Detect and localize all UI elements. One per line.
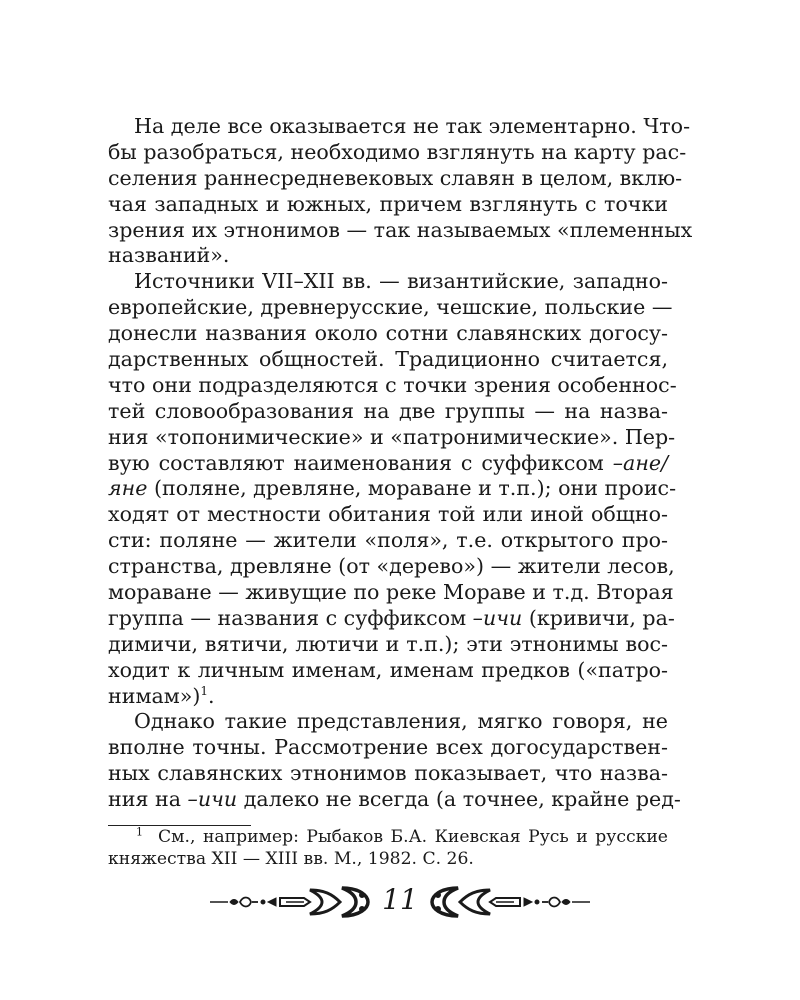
text-line: странства, древляне (от «дерево») — жители лесов, bbox=[108, 554, 675, 579]
text-line bbox=[108, 605, 675, 632]
body-text bbox=[108, 114, 693, 813]
text-line: бы разобраться, необходимо взглянуть на карту рас- bbox=[108, 139, 687, 164]
text-line: ния «топонимические» и «патронимические». Пер- bbox=[108, 424, 676, 449]
text-fragment: ния на bbox=[108, 787, 181, 812]
text-line: ных славянских этнонимов показывает, что назва- bbox=[108, 761, 668, 786]
italic-suffix: –ичи bbox=[472, 605, 523, 630]
text-line: димичи, вятичи, лютичи и т.п.); эти этнонимы вос- bbox=[108, 631, 668, 656]
text-line: тей словообразования на две группы — на назва- bbox=[108, 398, 668, 423]
footnote-line bbox=[108, 826, 668, 848]
footnote-line: княжества XII — XIII вв. М., 1982. С. 26. bbox=[108, 849, 474, 869]
text-line bbox=[108, 684, 668, 710]
text-line: мораване — живущие по реке Мораве и т.д. Вторая bbox=[108, 580, 674, 605]
text-fragment: (кривичи, ра- bbox=[528, 605, 675, 630]
footnote-number: 1 bbox=[136, 825, 143, 839]
text-line: На деле все оказывается не так элементарно. Что- bbox=[134, 114, 691, 138]
text-line bbox=[108, 787, 681, 813]
text-line bbox=[108, 451, 668, 477]
text-line: чая западных и южных, причем взглянуть с точки bbox=[108, 191, 668, 216]
text-line: Однако такие представления, мягко говоря, не bbox=[134, 709, 668, 734]
footnote bbox=[108, 826, 668, 870]
text-fragment: далеко не всегда (а точнее, крайне ред- bbox=[243, 787, 681, 812]
text-line: донесли названия около сотни славянских догосу- bbox=[108, 321, 668, 346]
text-line: вполне точны. Рассмотрение всех догосударствен- bbox=[108, 735, 668, 760]
italic-suffix: –ичи bbox=[187, 787, 238, 812]
folio-ornament-right-icon bbox=[424, 880, 594, 924]
text-line: селения раннесредневековых славян в целом, вклю- bbox=[108, 165, 683, 190]
italic-suffix: –ане/ bbox=[612, 450, 669, 475]
text-fragment: . bbox=[208, 683, 215, 708]
folio-ornament-left-icon bbox=[206, 880, 376, 924]
page-folio bbox=[206, 880, 594, 924]
text-fragment: нимам») bbox=[108, 683, 201, 708]
text-line: Источники VII–XII вв. — византийские, западно- bbox=[134, 269, 668, 294]
footnote-reference[interactable]: 1 bbox=[200, 683, 209, 698]
text-fragment: вую составляют наименования с суффиксом bbox=[108, 450, 604, 475]
text-fragment: группа — названия с суффиксом bbox=[108, 605, 467, 630]
text-line: названий». bbox=[108, 243, 230, 268]
text-line: дарственных общностей. Традиционно считается, bbox=[108, 347, 668, 372]
footnote-text: См., например: Рыбаков Б.А. Киевская Русь и русские bbox=[158, 827, 668, 847]
text-line: что они подразделяются с точки зрения особеннос- bbox=[108, 372, 677, 397]
text-line: европейские, древнерусские, чешские, польские — bbox=[108, 295, 673, 320]
text-line: сти: поляне — жители «поля», т.е. открытого про- bbox=[108, 528, 668, 553]
page-number: 11 bbox=[382, 883, 418, 916]
italic-suffix: яне bbox=[108, 476, 148, 501]
text-line: ходят от местности обитания той или иной общно- bbox=[108, 502, 668, 527]
text-line: зрения их этнонимов — так называемых «племенных bbox=[108, 217, 693, 242]
text-fragment: (поляне, древляне, мораване и т.п.); они проис- bbox=[153, 476, 677, 501]
text-line: ходит к личным именам, именам предков («патро- bbox=[108, 657, 668, 682]
text-line bbox=[108, 476, 677, 502]
